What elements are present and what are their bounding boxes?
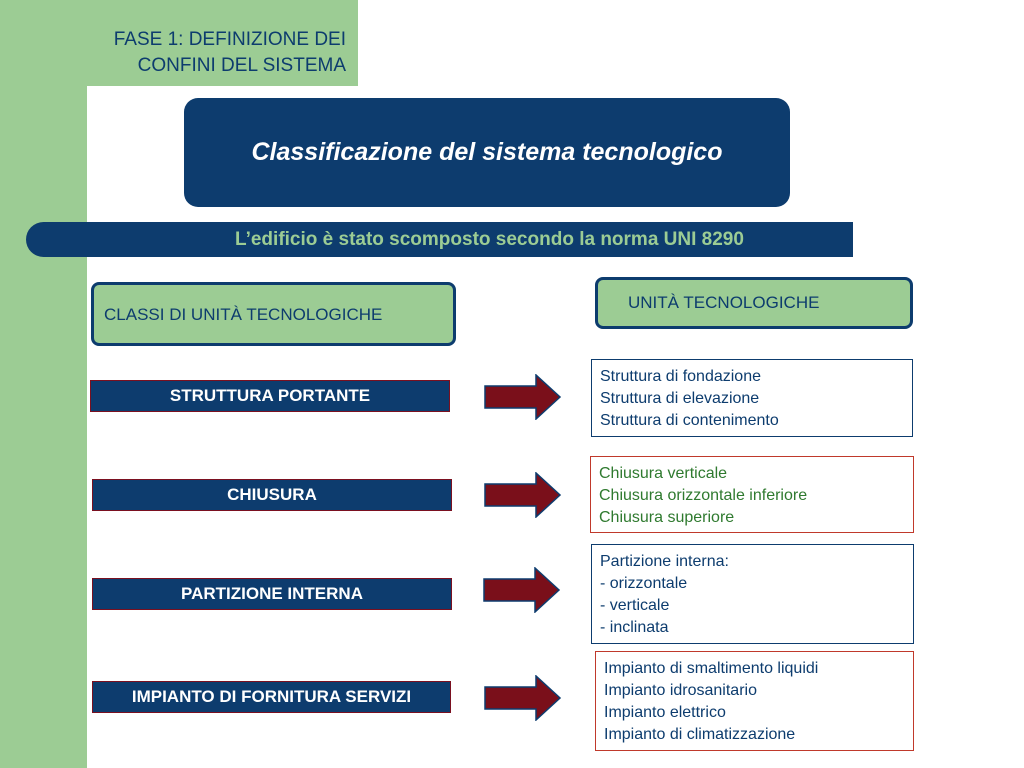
- unit-item: Impianto elettrico: [604, 704, 726, 721]
- units-header-label: UNITÀ TECNOLOGICHE: [628, 293, 820, 312]
- unit-item: Struttura di contenimento: [600, 412, 779, 429]
- units-box-impianto-fornitura-servizi: [595, 651, 914, 751]
- norm-banner: [26, 222, 853, 257]
- unit-item: Chiusura superiore: [599, 509, 735, 526]
- class-label: CHIUSURA: [227, 485, 317, 504]
- arrow-right-icon: [484, 374, 562, 420]
- left-green-strip: [0, 0, 87, 768]
- main-title-box: [184, 98, 790, 207]
- class-label: IMPIANTO DI FORNITURA SERVIZI: [131, 687, 412, 706]
- content-corner: [87, 86, 167, 166]
- unit-item: Impianto di climatizzazione: [604, 726, 796, 743]
- units-box-struttura-portante: [591, 359, 913, 437]
- phase-title: [40, 27, 346, 79]
- unit-item: Struttura di fondazione: [600, 368, 761, 385]
- phase-title-line1: FASE 1: DEFINIZIONE DEI: [113, 29, 346, 50]
- units-box-chiusura: [590, 456, 914, 533]
- class-box-chiusura: [92, 479, 452, 511]
- units-header: [595, 277, 913, 329]
- main-title: Classificazione del sistema tecnologico: [251, 138, 723, 166]
- unit-item: Partizione interna:: [600, 553, 729, 570]
- unit-item: - verticale: [600, 597, 670, 614]
- unit-item: Chiusura verticale: [599, 465, 728, 482]
- arrow-right-icon: [484, 675, 562, 721]
- unit-item: - inclinata: [600, 619, 669, 636]
- unit-item: Struttura di elevazione: [600, 390, 760, 407]
- unit-item: Impianto idrosanitario: [604, 682, 757, 699]
- class-label: PARTIZIONE INTERNA: [181, 584, 363, 603]
- class-box-partizione-interna: [92, 578, 452, 610]
- units-box-partizione-interna: [591, 544, 914, 644]
- unit-item: - orizzontale: [600, 575, 688, 592]
- unit-item: Chiusura orizzontale inferiore: [599, 487, 808, 504]
- phase-title-line2: CONFINI DEL SISTEMA: [137, 55, 346, 76]
- classes-header: [91, 282, 456, 346]
- class-box-struttura-portante: [90, 380, 450, 412]
- norm-banner-text: L’edificio è stato scomposto secondo la norma UNI 8290: [235, 228, 744, 250]
- arrow-right-icon: [484, 472, 562, 518]
- class-box-impianto-fornitura-servizi: [92, 681, 451, 713]
- arrow-right-icon: [483, 567, 561, 613]
- unit-item: Impianto di smaltimento liquidi: [604, 660, 819, 677]
- class-label: STRUTTURA PORTANTE: [169, 386, 371, 405]
- classes-header-label: CLASSI DI UNITÀ TECNOLOGICHE: [104, 305, 383, 324]
